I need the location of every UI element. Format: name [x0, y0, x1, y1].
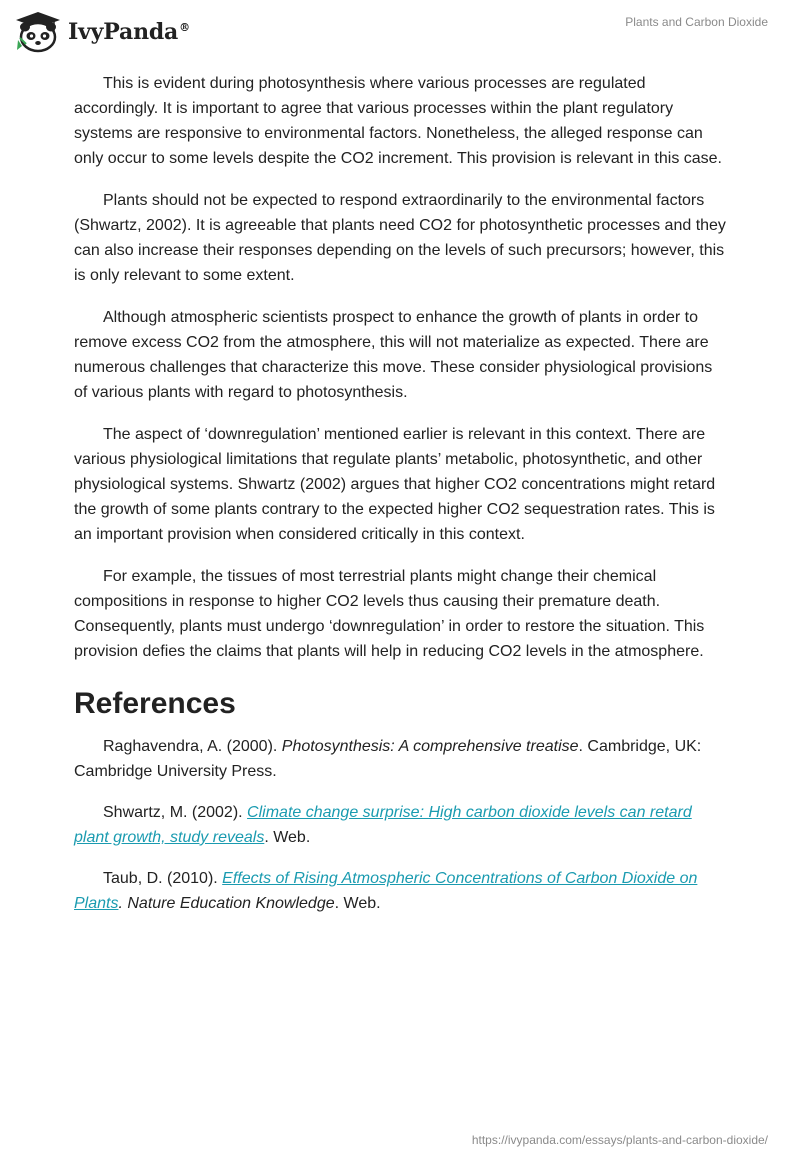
body-paragraph: This is evident during photosynthesis where various processes are regulated accordingly. It is important to agree that various processes within the plant regulatory systems are responsive to environmental factors. Nonetheless, the alleged response can only occur to some levels despite the CO2 increment. This provision is relevant in this case. [74, 75, 722, 167]
body-paragraph: For example, the tissues of most terrestrial plants might change their chemical compositions in response to higher CO2 levels thus causing their premature death. Consequently, plants must undergo ‘downregulation’ in order to restore the situation. This provision defies the claims that plants will help in reducing CO2 levels in the atmosphere. [74, 568, 705, 660]
reference-link[interactable]: Effects of Rising Atmospheric Concentrations of Carbon Dioxide on Plants [74, 870, 698, 912]
reference-item: Raghavendra, A. (2000). Photosynthesis: A comprehensive treatise. Cambridge, UK: Cambridge University Press. [74, 738, 702, 780]
running-title: Plants and Carbon Dioxide [625, 15, 768, 29]
references-heading: References [74, 687, 236, 720]
page-url[interactable]: https://ivypanda.com/essays/plants-and-carbon-dioxide/ [471, 1133, 768, 1147]
panda-graduate-icon [14, 10, 62, 54]
reference-item: Taub, D. (2010). Effects of Rising Atmospheric Concentrations of Carbon Dioxide on Plants. Nature Education Knowledge. Web. [74, 870, 698, 912]
reference-source: Nature Education Knowledge [127, 895, 335, 912]
reference-item: Shwartz, M. (2002). Climate change surprise: High carbon dioxide levels can retard plant growth, study reveals. Web. [74, 804, 692, 846]
body-paragraph: The aspect of ‘downregulation’ mentioned earlier is relevant in this context. There are various physiological limitations that regulate plants’ metabolic, photosynthetic, and other physiological systems. Shwartz (2002) argues that higher CO2 concentrations might retard the growth of some plants contrary to the expected higher CO2 sequestration rates. This is an important provision when considered critically in this context. [74, 426, 716, 543]
reference-link[interactable]: Climate change surprise: High carbon dioxide levels can retard plant growth, study reveals [74, 804, 692, 846]
essay-body [74, 71, 726, 932]
reference-title: Photosynthesis: A comprehensive treatise [281, 738, 579, 755]
body-paragraph: Although atmospheric scientists prospect to enhance the growth of plants in order to remove excess CO2 from the atmosphere, this will not materialize as expected. There are numerous challenges that characterize this move. These consider physiological provisions of various plants with regard to photosynthesis. [74, 309, 713, 401]
ivypanda-logo[interactable] [14, 8, 190, 56]
body-paragraph: Plants should not be expected to respond extraordinarily to the environmental factors (Shwartz, 2002). It is agreeable that plants need CO2 for photosynthetic processes and they can also increase their responses depending on the levels of such precursors; however, this is only relevant to some extent. [74, 192, 726, 284]
brand-name: IvyPanda® [68, 19, 190, 45]
